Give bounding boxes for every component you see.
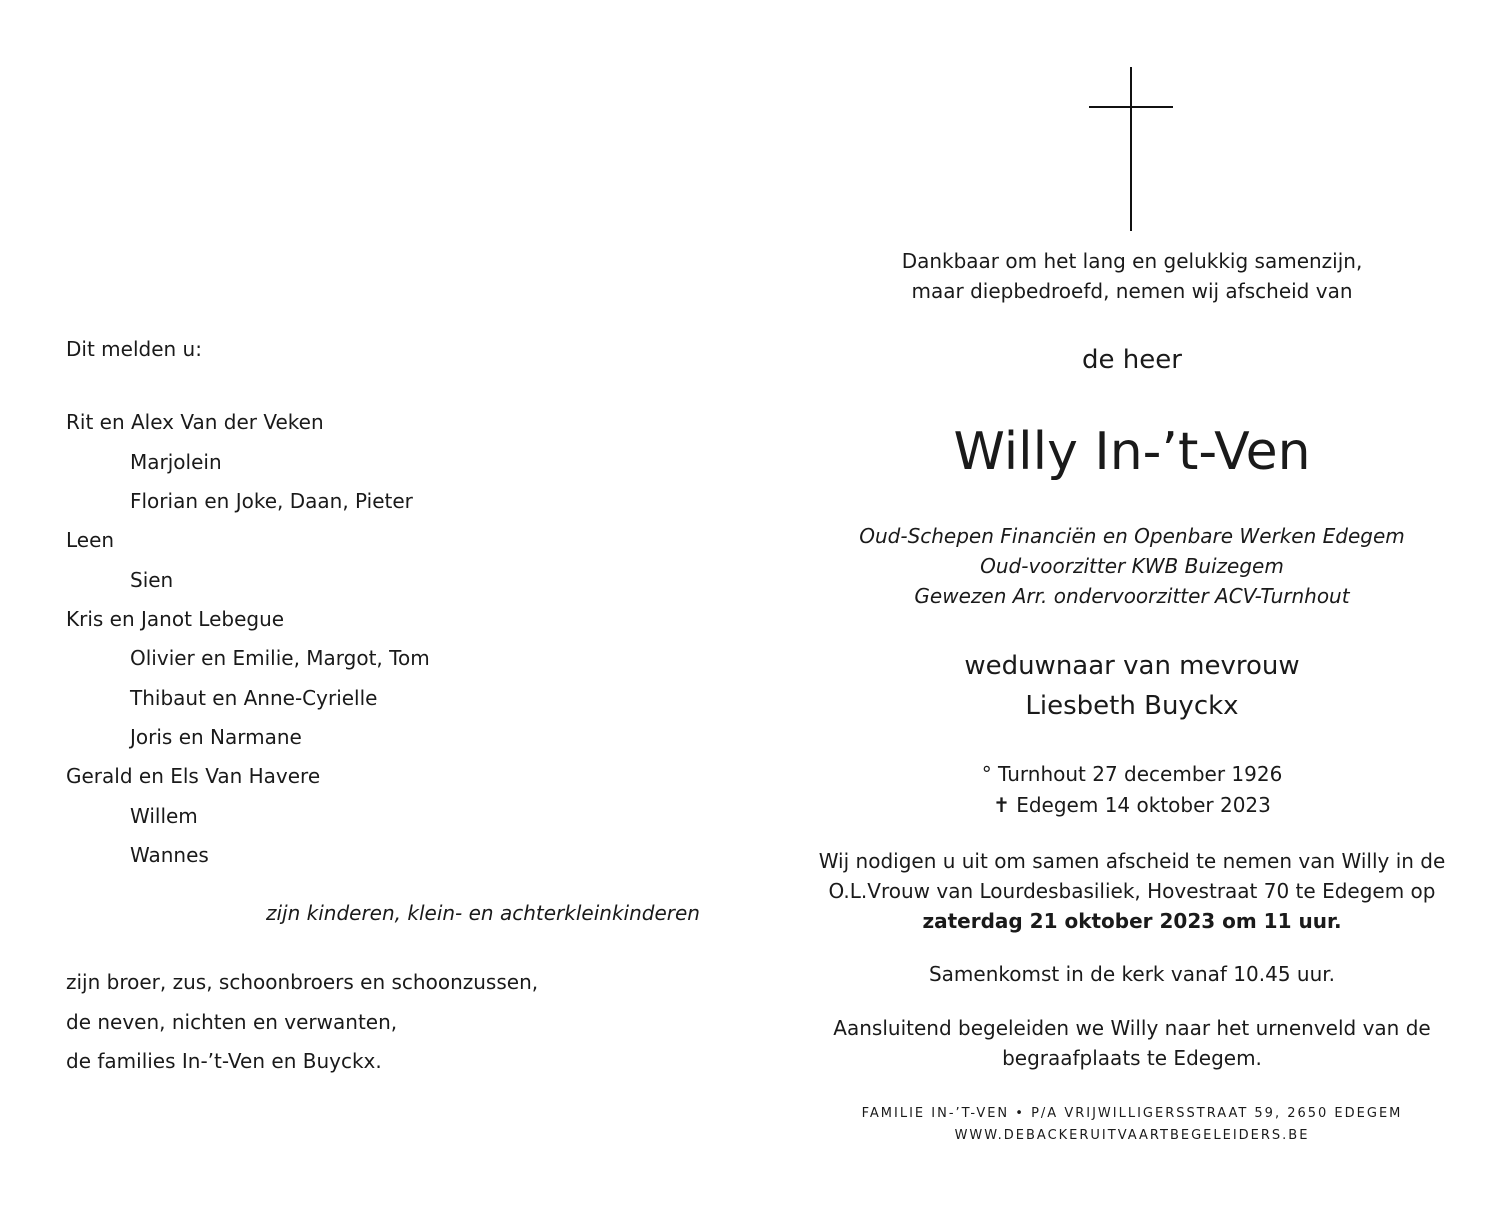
- family-line: Wannes: [130, 843, 209, 867]
- footer-website: WWW.DEBACKERUITVAARTBEGELEIDERS.BE: [954, 1128, 1310, 1143]
- invitation-line: O.L.Vrouw van Lourdesbasiliek, Hovestraat 70 te Edegem op: [828, 879, 1436, 903]
- title-text: de heer: [1082, 345, 1182, 375]
- family-line: Rit en Alex Van der Veken: [66, 410, 324, 434]
- opening-line: maar diepbedroefd, nemen wij afscheid van: [911, 279, 1353, 303]
- function-line: Oud-voorzitter KWB Buizegem: [980, 554, 1284, 578]
- invitation-line: Wij nodigen u uit om samen afscheid te nemen van Willy in de: [818, 849, 1446, 873]
- cross-icon: [1089, 67, 1173, 231]
- family-line: Willem: [130, 804, 198, 828]
- relatives-line: de neven, nichten en verwanten,: [66, 1010, 398, 1034]
- family-line: Gerald en Els Van Havere: [66, 764, 321, 788]
- family-line: Marjolein: [130, 450, 222, 474]
- family-line: Florian en Joke, Daan, Pieter: [130, 489, 413, 513]
- family-line: Olivier en Emilie, Margot, Tom: [130, 646, 430, 670]
- burial-line: Aansluitend begeleiden we Willy naar het urnenveld van de: [833, 1016, 1431, 1040]
- spouse-name: Liesbeth Buyckx: [1025, 691, 1239, 721]
- family-line: Kris en Janot Lebegue: [66, 607, 285, 631]
- family-line: Joris en Narmane: [130, 725, 302, 749]
- deceased-name: Willy In-’t-Ven: [953, 422, 1311, 482]
- widower-line: weduwnaar van mevrouw: [964, 651, 1300, 681]
- gathering-text: Samenkomst in de kerk vanaf 10.45 uur.: [928, 962, 1336, 986]
- relatives-line: de families In-’t-Ven en Buyckx.: [66, 1049, 382, 1073]
- right-page: [782, 0, 1482, 1214]
- intro-text: Dit melden u:: [66, 337, 202, 361]
- footer-address: FAMILIE IN-’T-VEN • P/A VRIJWILLIGERSSTRAAT 59, 2650 EDEGEM: [861, 1106, 1403, 1121]
- birth-line: ° Turnhout 27 december 1926: [981, 762, 1283, 786]
- family-line: Sien: [130, 568, 174, 592]
- family-line: Leen: [66, 528, 115, 552]
- death-line: ✝ Edegem 14 oktober 2023: [993, 793, 1271, 817]
- function-line: Oud-Schepen Financiën en Openbare Werken Edegem: [859, 524, 1405, 548]
- family-line: Thibaut en Anne-Cyrielle: [130, 686, 378, 710]
- burial-line: begraafplaats te Edegem.: [1002, 1046, 1262, 1070]
- left-page: [66, 0, 746, 1214]
- relatives-line: zijn broer, zus, schoonbroers en schoonzussen,: [66, 970, 539, 994]
- children-caption: zijn kinderen, klein- en achterkleinkinderen: [266, 901, 700, 925]
- ceremony-date: zaterdag 21 oktober 2023 om 11 uur.: [922, 909, 1342, 933]
- opening-line: Dankbaar om het lang en gelukkig samenzijn,: [901, 249, 1363, 273]
- function-line: Gewezen Arr. ondervoorzitter ACV-Turnhout: [914, 584, 1350, 608]
